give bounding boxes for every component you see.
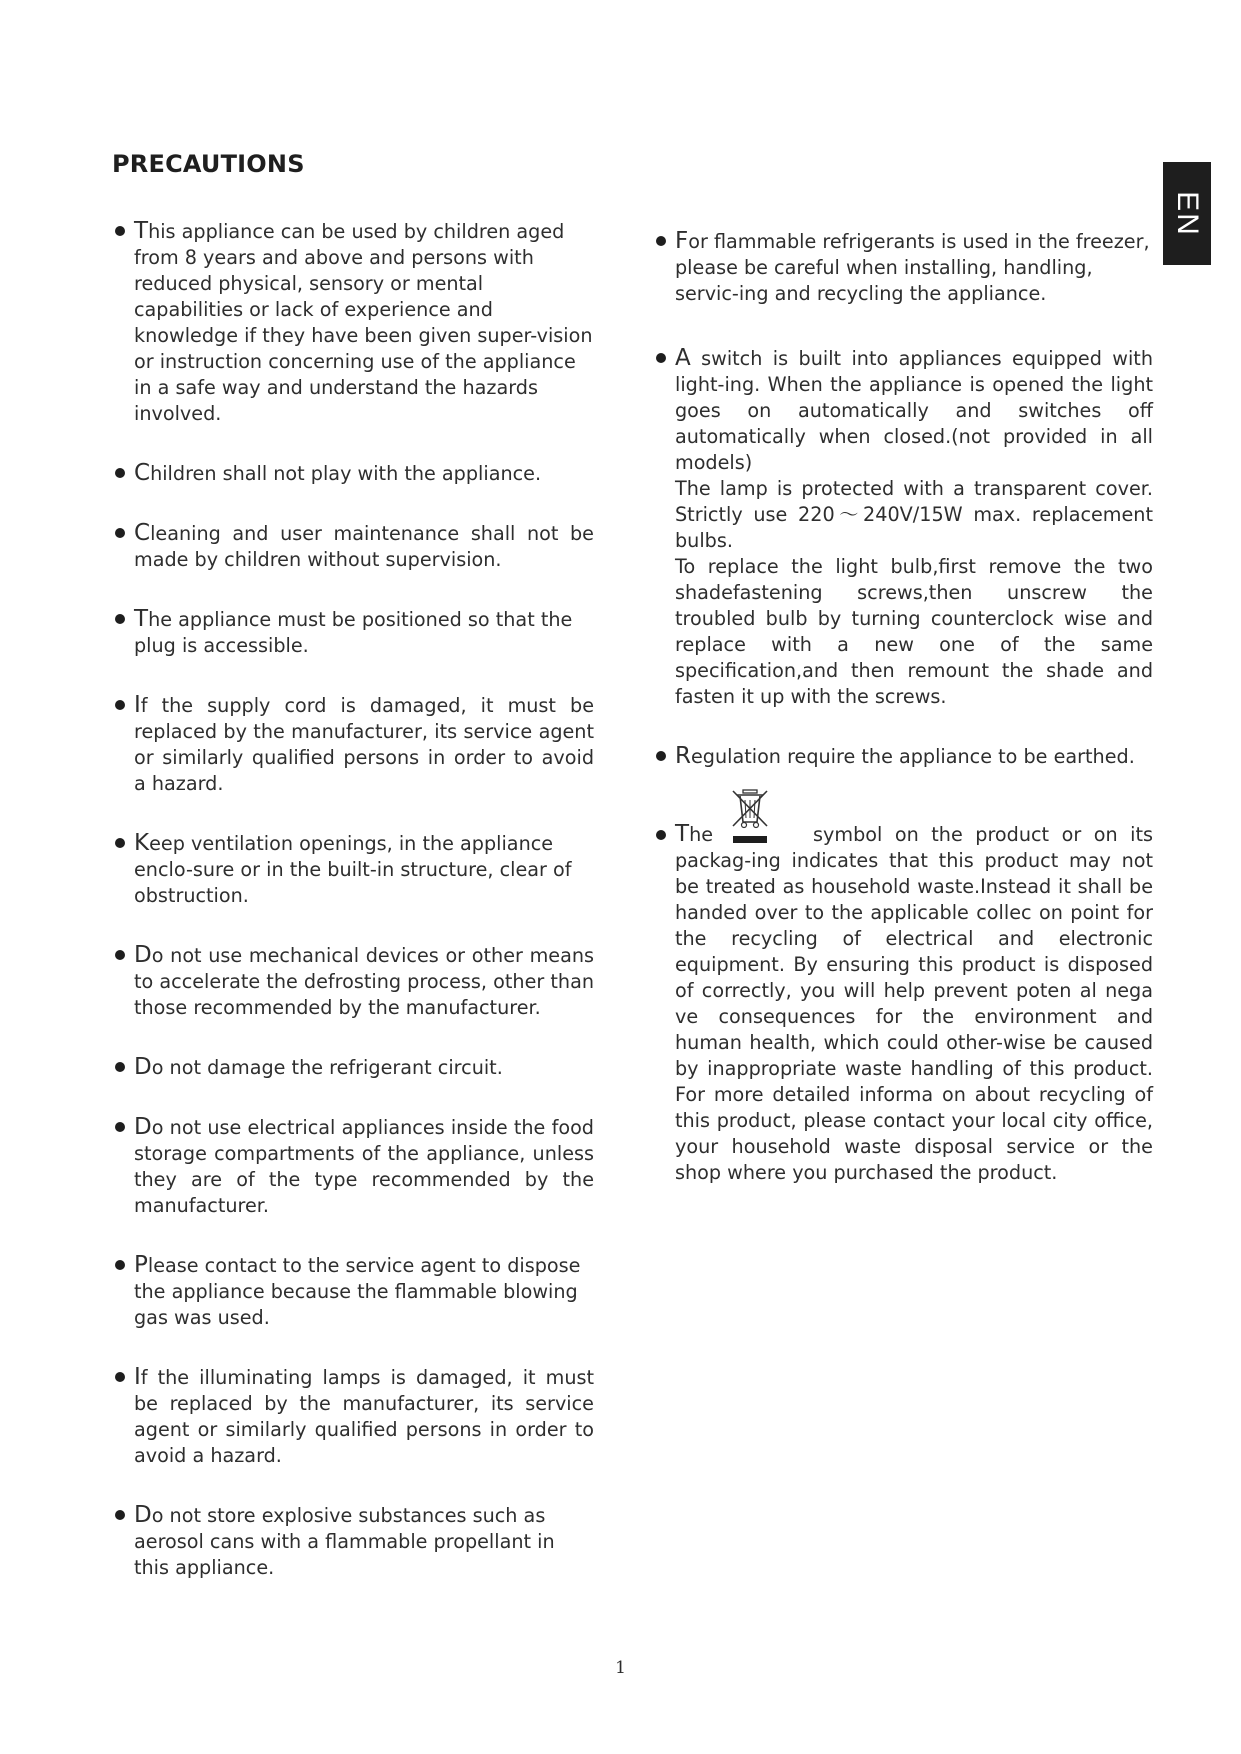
item-text: hildren shall not play with the appliance. (150, 462, 542, 485)
bullet-icon (115, 1510, 125, 1520)
precaution-item (112, 1364, 594, 1469)
precaution-item (112, 1114, 594, 1219)
precaution-item (112, 942, 594, 1021)
initial-letter: D (134, 1502, 152, 1528)
language-tab-label: EN (1171, 190, 1204, 237)
item-text: his appliance can be used by children aged from 8 years and above and persons with reduced physical, sensory or mental capabilities or lack of experience and knowledge if they have been given super-vision or instruction concerning use of the appliance in a safe way and understand the hazards involved. (134, 220, 593, 425)
precaution-item (653, 790, 1153, 1186)
initial-letter: T (134, 218, 149, 244)
precaution-item (112, 830, 594, 909)
initial-letter: F (675, 228, 689, 254)
crossed-bin-icon (727, 790, 773, 848)
bullet-icon (115, 838, 125, 848)
bullet-icon (115, 1062, 125, 1072)
item-text: f the supply cord is damaged, it must be replaced by the manufacturer, its service agent or similarly qualified persons in order to avoid a hazard. (134, 694, 594, 795)
item-text: he (689, 823, 714, 846)
bullet-icon (115, 1372, 125, 1382)
precaution-item (112, 1252, 594, 1331)
bullet-icon (115, 528, 125, 538)
initial-letter: K (134, 830, 150, 856)
initial-letter: D (134, 942, 152, 968)
item-text: o not store explosive substances such as aerosol cans with a flammable propellant in this appliance. (134, 1504, 555, 1579)
item-text: he appliance must be positioned so that the plug is accessible. (134, 608, 573, 657)
bullet-icon (115, 950, 125, 960)
item-text: lease contact to the service agent to dispose the appliance because the flammable blowing gas was used. (134, 1254, 581, 1329)
initial-letter: A (675, 345, 691, 371)
item-text: eep ventilation openings, in the appliance enclo-sure or in the built-in structure, clear of obstruction. (134, 832, 572, 907)
initial-letter: R (675, 743, 691, 769)
precaution-item (653, 345, 1153, 710)
bullet-icon (115, 468, 125, 478)
page-number: 1 (615, 1658, 626, 1678)
precaution-item (112, 692, 594, 797)
right-column (653, 228, 1153, 1219)
item-text: egulation require the appliance to be earthed. (690, 745, 1135, 768)
precaution-item (112, 606, 594, 659)
item-text: o not use electrical appliances inside the food storage compartments of the appliance, unless they are of the type recommended by the manufacturer. (134, 1116, 594, 1217)
bullet-icon (115, 1122, 125, 1132)
initial-letter: D (134, 1054, 152, 1080)
bullet-icon (115, 226, 125, 236)
bullet-icon (115, 700, 125, 710)
precaution-item (112, 1502, 594, 1581)
item-text: or flammable refrigerants is used in the freezer, please be careful when installing, handling, servic-ing and recycling the appliance. (675, 230, 1150, 305)
bullet-icon (115, 614, 125, 624)
item-text: f the illuminating lamps is damaged, it must be replaced by the manufacturer, its service agent or similarly qualified persons in order to avoid a hazard. (134, 1366, 594, 1467)
precaution-item (112, 460, 594, 487)
initial-letter: I (134, 692, 141, 718)
initial-letter: D (134, 1114, 152, 1140)
bullet-icon (656, 830, 666, 840)
precaution-item (653, 228, 1153, 307)
initial-letter: T (134, 606, 149, 632)
bullet-icon (656, 236, 666, 246)
initial-letter: P (134, 1252, 148, 1278)
item-text: o not damage the refrigerant circuit. (151, 1056, 503, 1079)
bullet-icon (656, 353, 666, 363)
initial-letter: C (134, 520, 151, 546)
precaution-item (112, 218, 594, 427)
precaution-item (112, 520, 594, 573)
item-text: o not use mechanical devices or other means to accelerate the defrosting process, other than those recommended by the manufacturer. (134, 944, 594, 1019)
lamp-note: The lamp is protected with a transparent cover. Strictly use 220～240V/15W max. replacement bulbs. (675, 477, 1153, 552)
precaution-item (112, 1054, 594, 1081)
item-text: switch is built into appliances equipped with light-ing. When the appliance is opened the light goes on automatically and switches off automatically when closed.(not provided in all models) (675, 347, 1153, 474)
initial-letter: I (134, 1364, 141, 1390)
initial-letter: C (134, 460, 151, 486)
left-column (112, 218, 594, 1614)
item-text: leaning and user maintenance shall not be made by children without supervision. (134, 522, 594, 571)
bullet-icon (656, 751, 666, 761)
initial-letter: T (675, 821, 690, 847)
bullet-icon (115, 1260, 125, 1270)
page-title: PRECAUTIONS (112, 150, 305, 178)
precaution-item (653, 743, 1153, 770)
item-text: symbol on the product or on its packag-ing indicates that this product may not be treated as household waste.Instead it shall be handed over to the applicable collec on point for the recycling of electrical and electronic equipment. By ensuring this product is disposed of correctly, you will help prevent poten al nega ve consequences for the environment and human health, which could other-wise be caused by inappropriate waste handling of this product. For more detailed informa on about recycling of this product, please contact your local city office, your household waste disposal service or the shop where you purchased the product. (675, 823, 1153, 1184)
language-tab (1163, 162, 1211, 265)
replace-bulb-note: To replace the light bulb,first remove the two shadefastening screws,then unscrew the troubled bulb by turning counterclock wise and replace with a new one of the same specification,and then remount the shade and fasten it up with the screws. (675, 555, 1153, 708)
